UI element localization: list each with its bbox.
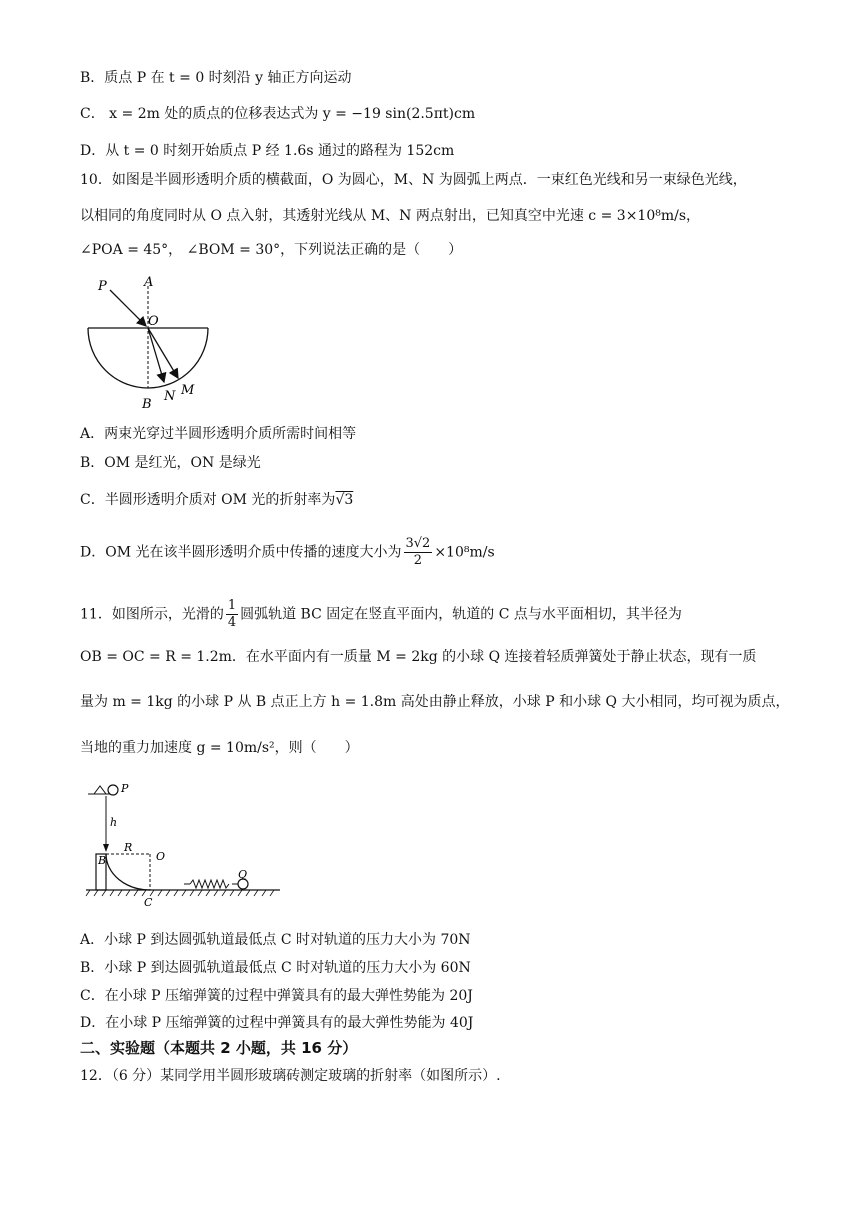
q11-label-r: R [124,841,133,854]
q10-option-b: B．OM 是红光，ON 是绿光 [80,455,261,471]
q11-option-a: A．小球 P 到达圆弧轨道最低点 C 时对轨道的压力大小为 70N [80,932,471,948]
q10-option-d-numerator: 3√2 [405,536,431,551]
q10-figure [84,272,214,412]
q10-option-a: A．两束光穿过半圆形透明介质所需时间相等 [80,426,357,442]
q11-option-b: B．小球 P 到达圆弧轨道最低点 C 时对轨道的压力大小为 60N [80,960,471,976]
q11-fraction-numerator: 1 [227,598,237,613]
section-heading: 二、实验题（本题共 2 小题，共 16 分） [80,1039,358,1057]
q11-fraction-denominator: 4 [227,615,237,630]
q10-label-b: B [142,397,152,412]
q11-label-q: Q [238,868,248,881]
q10-label-p: P [98,279,107,294]
q11-label-c: C [144,896,153,909]
q10-option-d-fraction [404,536,433,569]
q12-stem: 12．（6 分）某同学用半圆形玻璃砖测定玻璃的折射率（如图所示）. [80,1068,501,1084]
q10-stem-line1: 10．如图是半圆形透明介质的横截面，O 为圆心，M、N 为圆弧上两点．一束红色光线和另一束绿色光线， [80,172,747,188]
q10-option-d-denominator: 2 [413,553,423,568]
q11-stem-line1 [80,598,682,631]
q10-stem-line2: 以相同的角度同时从 O 点入射，其透射光线从 M、N 两点射出，已知真空中光速 c = 3×10⁸m/s， [80,208,701,224]
q10-option-d-text: D．OM 光在该半圆形透明介质中传播的速度大小为 [80,544,402,561]
q11-label-b: B [98,854,107,867]
q10-ray-om [148,328,178,378]
q11-spring [190,880,229,888]
q11-option-d: D．在小球 P 压缩弹簧的过程中弹簧具有的最大弹性势能为 40J [80,1015,474,1031]
q9-option-c: C． x = 2m 处的质点的位移表达式为 y = −19 sin(2.5πt)cm [80,106,476,122]
q10-stem-line3: ∠POA = 45°， ∠BOM = 30°，下列说法正确的是（ ） [80,242,463,258]
q11-stem-line3: 量为 m = 1kg 的小球 P 从 B 点正上方 h = 1.8m 高处由静止释放，小球 P 和小球 Q 大小相同，均可视为质点， [80,694,790,710]
q11-stem-line2: OB = OC = R = 1.2m．在水平面内有一质量 M = 2kg 的小球 Q 连接着轻质弹簧处于静止状态，现有一质 [80,649,757,665]
q10-option-d [80,536,495,569]
q11-ground-hatch [86,890,274,896]
q11-option-c: C．在小球 P 压缩弹簧的过程中弹簧具有的最大弹性势能为 20J [80,988,473,1004]
q11-figure [84,780,284,910]
q10-option-c [80,490,353,510]
q11-arc-track [106,854,150,890]
q10-ray-on [148,328,164,382]
q11-label-h: h [110,816,118,829]
q11-label-p: P [121,782,129,795]
q11-ball-p [108,785,118,795]
q11-stem-line4: 当地的重力加速度 g = 10m/s²，则（ ） [80,740,359,756]
q11-release-marker [94,786,106,794]
q10-label-o: O [148,314,159,329]
q10-option-c-value: √3 [335,492,354,508]
q10-label-a: A [144,275,154,290]
q9-option-b: B．质点 P 在 t = 0 时刻沿 y 轴正方向运动 [80,70,352,86]
q10-option-d-unit: ×10⁸m/s [434,544,495,561]
q10-label-n: N [164,389,176,404]
q10-label-m: M [181,383,195,398]
q11-label-o: O [156,850,166,863]
q11-stem-line1-pre: 11．如图所示，光滑的 [80,606,224,623]
q10-option-c-text: C．半圆形透明介质对 OM 光的折射率为 [80,492,336,508]
q9-option-d: D．从 t = 0 时刻开始质点 P 经 1.6s 通过的路程为 152cm [80,143,455,159]
q11-stem-line1-post: 圆弧轨道 BC 固定在竖直平面内，轨道的 C 点与水平面相切，其半径为 [240,606,682,623]
q11-quarter-fraction [226,598,238,631]
q10-incident-ray [110,290,146,326]
